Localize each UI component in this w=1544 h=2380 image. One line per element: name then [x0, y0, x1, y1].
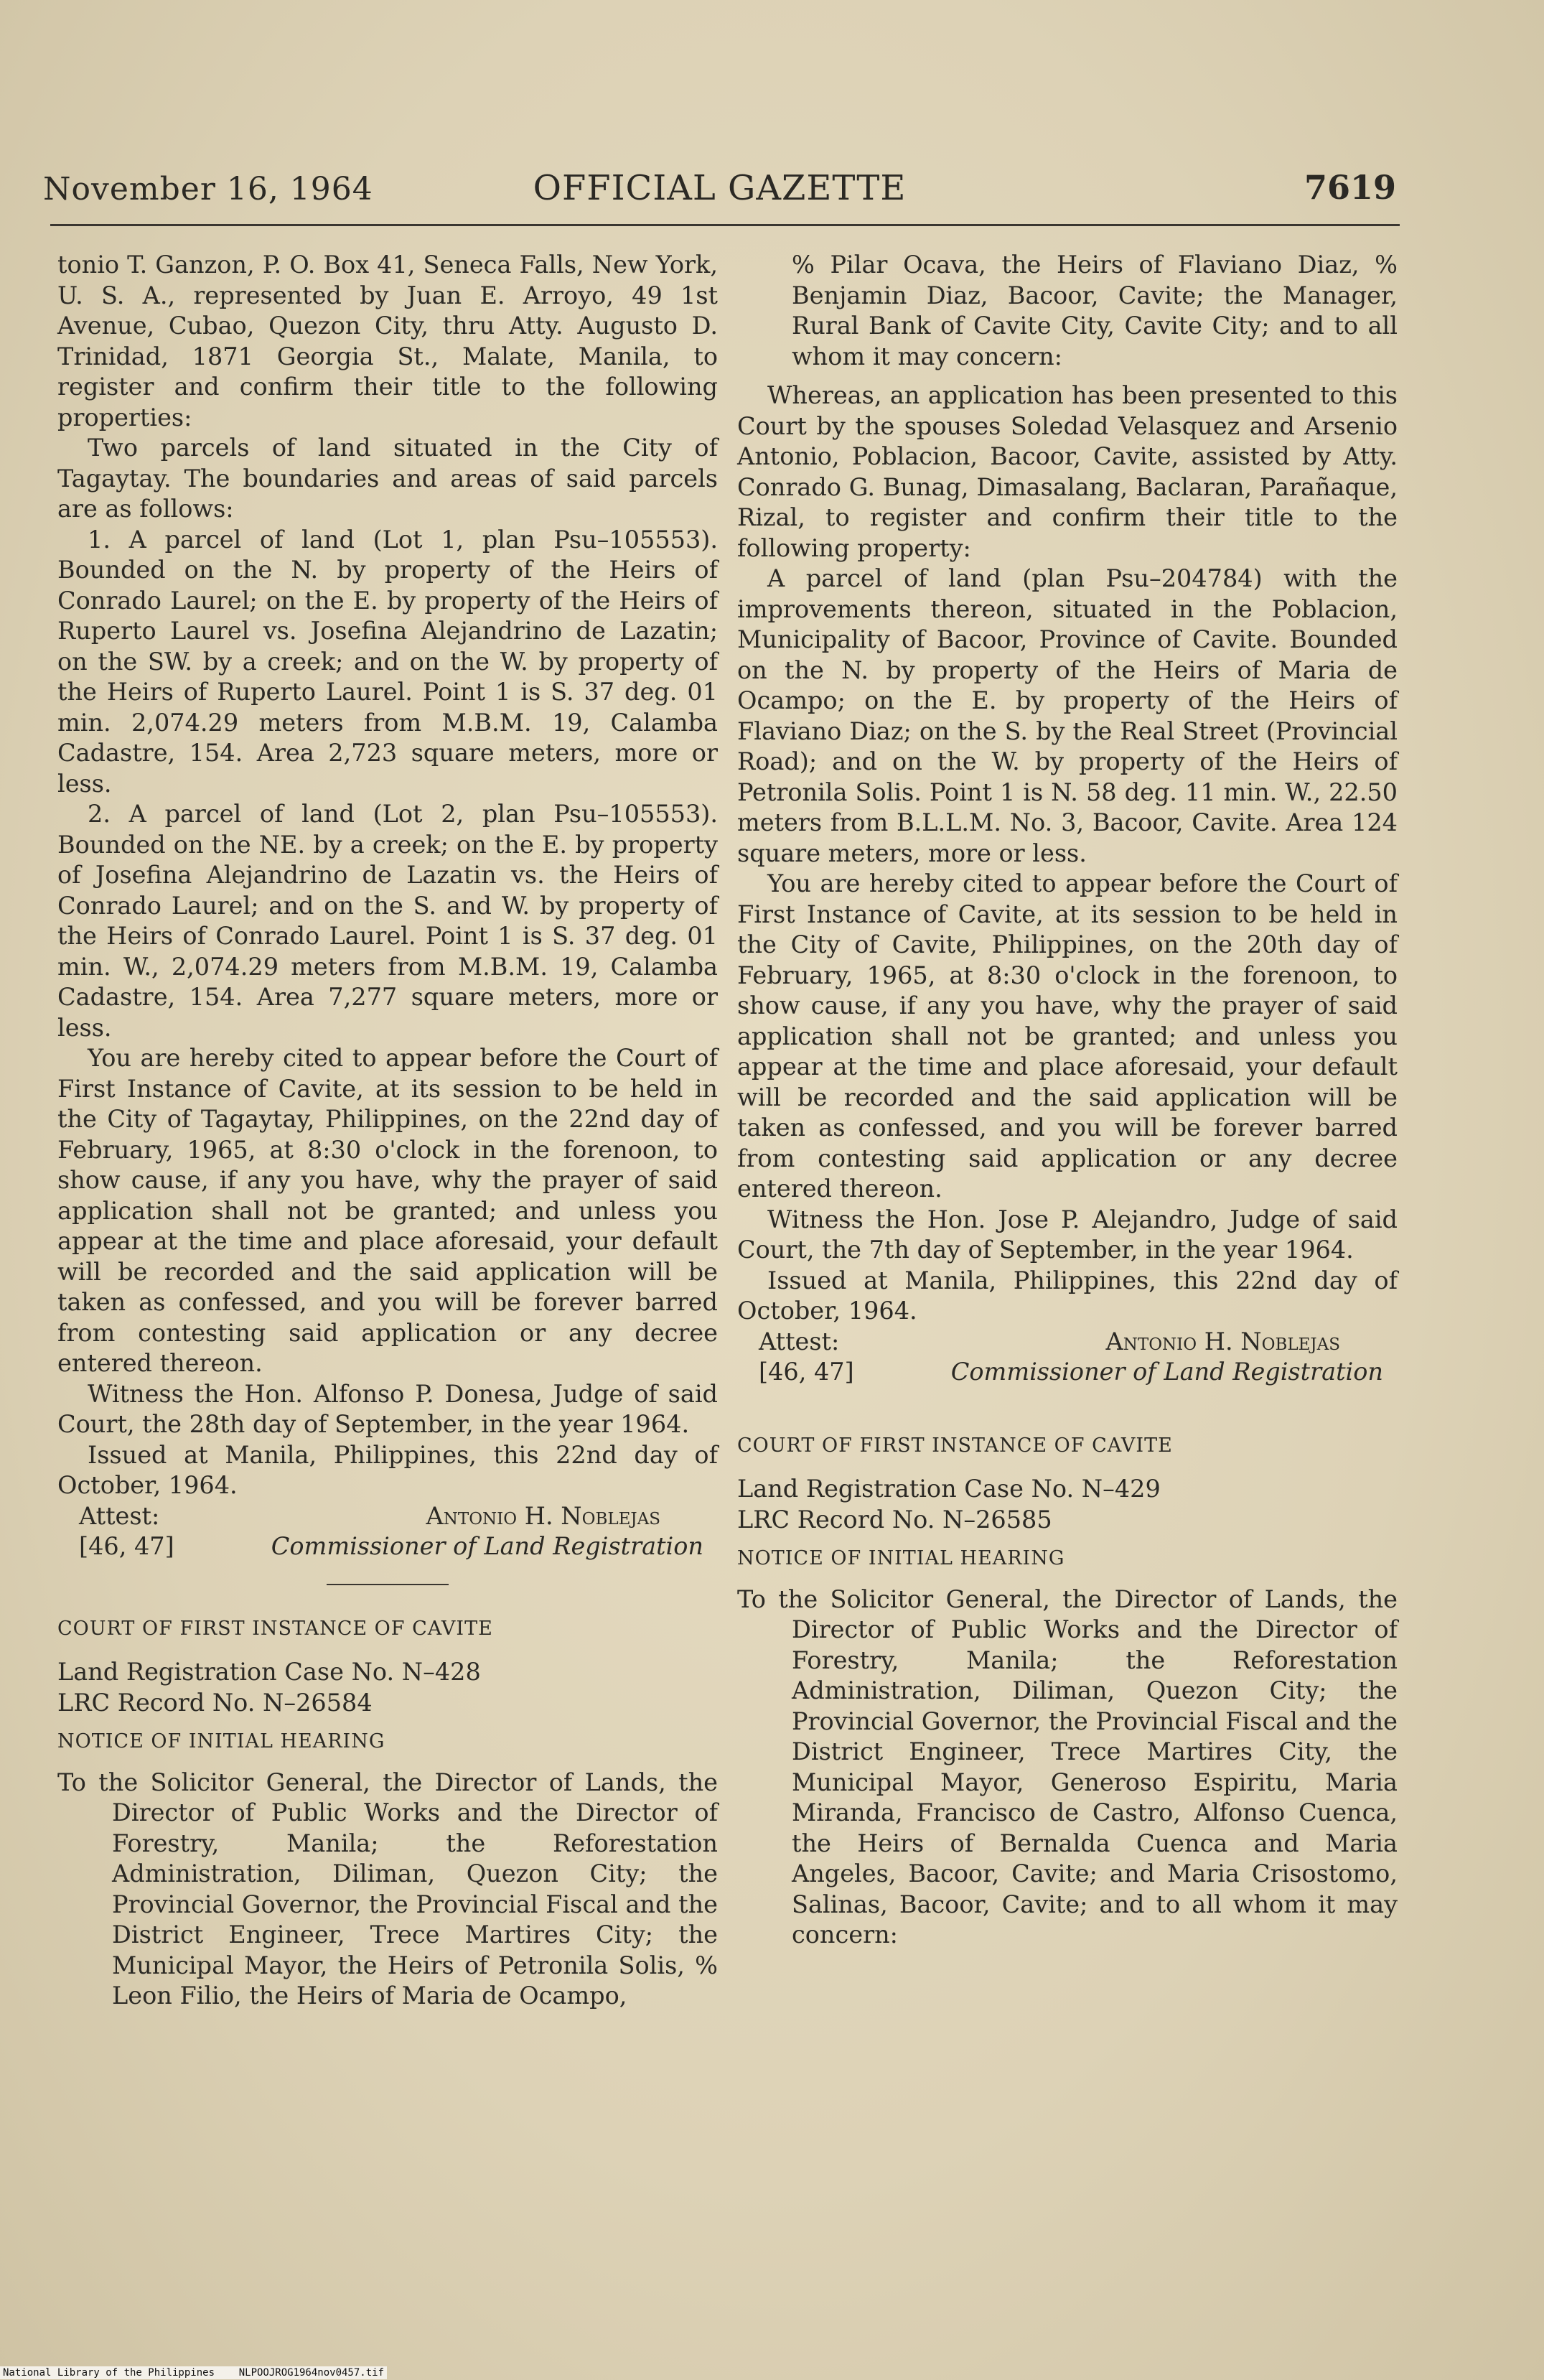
- paragraph: You are hereby cited to appear before the Court of First Instance of Cavite, at its session to be held in the City of Tagaytay, Philippines, on the 22nd day of February, 1965, at 8:30 o'clock in the forenoon, to show cause, if any you have, why the prayer of said application shall not be granted; and unless you appear at the time and place aforesaid, your default will be recorded and the said application will be taken as confessed, and you will be forever barred from contesting said application or any decree entered thereon.: [57, 1044, 718, 1377]
- scan-footer: National Library of the Philippines NLPOOJROG1964nov0457.tif: [0, 2366, 387, 2379]
- attest-label: Attest:: [759, 1327, 840, 1355]
- paragraph: You are hereby cited to appear before the Court of First Instance of Cavite, at its session to be held in the City of Cavite, Philippines, on the 20th day of February, 1965, at 8:30 o'clock in the forenoon, to show cause, if any you have, why the prayer of said application shall not be granted; and unless you appear at the time and place aforesaid, your default will be recorded and the said application will be taken as confessed, and you will be forever barred from contesting said application or any decree entered thereon.: [737, 869, 1398, 1203]
- notice-addressees: To the Solicitor General, the Director of Lands, the Director of Public Works and the Director of Forestry, Manila; the Reforestation Administration, Diliman, Quezon City; the Provincial Governor, the Provincial Fiscal and the District Engineer, Trece Martires City, the Municipal Mayor, Generoso Espiritu, Maria Miranda, Francisco de Castro, Alfonso Cuenca, the Heirs of Bernalda Cuenca and Maria Angeles, Bacoor, Cavite; and Maria Crisostomo, Salinas, Bacoor, Cavite; and to all whom it may concern:: [737, 1585, 1398, 1949]
- paragraph: 1. A parcel of land (Lot 1, plan Psu–105553). Bounded on the N. by property of the Heirs of Conrado Laurel; on the E. by property of the Heirs of Ruperto Laurel vs. Josefina Alejandrino de Lazatin; on the SW. by a creek; and on the W. by property of the Heirs of Ruperto Laurel. Point 1 is S. 37 deg. 01 min. 2,074.29 meters from M.B.M. 19, Calamba Cadastre, 154. Area 2,723 square meters, more or less.: [57, 525, 718, 798]
- right-column: [737, 250, 1398, 1951]
- reference-number: [46, 47]: [759, 1358, 854, 1386]
- paragraph: 2. A parcel of land (Lot 2, plan Psu–105553). Bounded on the NE. by a creek; on the E. by property of Josefina Alejandrino de Lazatin vs. the Heirs of Conrado Laurel; and on the S. and W. by property of the Heirs of Conrado Laurel. Point 1 is S. 37 deg. 01 min. W., 2,074.29 meters from M.B.M. 19, Calamba Cadastre, 154. Area 7,277 square meters, more or less.: [57, 800, 718, 1042]
- publication-title: OFFICIAL GAZETTE: [533, 168, 907, 208]
- attestation-line: [57, 1501, 718, 1532]
- attestation-title-line: [737, 1357, 1398, 1388]
- attestation-title-line: [57, 1531, 718, 1562]
- paragraph: Two parcels of land situated in the City of Tagaytay. The boundaries and areas of said parcels are as follows:: [57, 434, 718, 523]
- issue-date: November 16, 1964: [43, 171, 373, 207]
- paragraph: Issued at Manila, Philippines, this 22nd day of October, 1964.: [737, 1266, 1398, 1325]
- spacer: [737, 1388, 1398, 1431]
- notice-addressees: To the Solicitor General, the Director of Lands, the Director of Public Works and the Director of Forestry, Manila; the Reforestation Administration, Diliman, Quezon City; the Provincial Governor, the Provincial Fiscal and the District Engineer, Trece Martires City; the Municipal Mayor, the Heirs of Petronila Solis, % Leon Filio, the Heirs of Maria de Ocampo,: [57, 1768, 718, 2010]
- record-number: LRC Record No. N–26584: [57, 1688, 373, 1717]
- attest-name: Antonio H. Noblejas: [426, 1501, 660, 1530]
- header-rule: [50, 224, 1400, 226]
- court-heading: COURT OF FIRST INSTANCE OF CAVITE: [57, 1617, 493, 1640]
- section-divider: [327, 1584, 449, 1585]
- reference-number: [46, 47]: [79, 1532, 174, 1560]
- case-number: Land Registration Case No. N–428: [57, 1658, 481, 1686]
- paragraph: A parcel of land (plan Psu–204784) with the improvements thereon, situated in the Poblacion, Municipality of Bacoor, Province of Cavite. Bounded on the N. by property of the Heirs of Maria de Ocampo; on the E. by property of the Heirs of Flaviano Diaz; on the S. by the Real Street (Provincial Road); and on the W. by property of the Heirs of Petronila Solis. Point 1 is N. 58 deg. 11 min. W., 22.50 meters from B.L.L.M. No. 3, Bacoor, Cavite. Area 124 square meters, more or less.: [737, 564, 1398, 867]
- case-number: Land Registration Case No. N–429: [737, 1475, 1161, 1503]
- page-number: 7619: [1304, 168, 1396, 207]
- attest-title: Commissioner of Land Registration: [271, 1532, 703, 1560]
- paragraph: Issued at Manila, Philippines, this 22nd day of October, 1964.: [57, 1440, 718, 1499]
- paragraph: Witness the Hon. Alfonso P. Donesa, Judge of said Court, the 28th day of September, in the year 1964.: [57, 1379, 718, 1438]
- left-column: [57, 250, 718, 2012]
- record-number: LRC Record No. N–26585: [737, 1505, 1052, 1534]
- attest-name: Antonio H. Noblejas: [1105, 1327, 1340, 1355]
- attest-title: Commissioner of Land Registration: [950, 1358, 1383, 1386]
- notice-heading: NOTICE OF INITIAL HEARING: [57, 1730, 385, 1753]
- attestation-line: [737, 1327, 1398, 1358]
- paragraph: % Pilar Ocava, the Heirs of Flaviano Diaz, % Benjamin Diaz, Bacoor, Cavite; the Manager, Rural Bank of Cavite City, Cavite City; and to all whom it may concern:: [792, 251, 1398, 370]
- notice-heading: NOTICE OF INITIAL HEARING: [737, 1547, 1065, 1569]
- page-header: [43, 164, 1396, 214]
- paragraph: Whereas, an application has been presented to this Court by the spouses Soledad Velasquez and Arsenio Antonio, Poblacion, Bacoor, Cavite, assisted by Atty. Conrado G. Bunag, Dimasalang, Baclaran, Parañaque, Rizal, to register and confirm their title to the following property:: [737, 381, 1398, 562]
- court-heading: COURT OF FIRST INSTANCE OF CAVITE: [737, 1434, 1173, 1457]
- paragraph: Witness the Hon. Jose P. Alejandro, Judge of said Court, the 7th day of September, in the year 1964.: [737, 1205, 1398, 1264]
- attest-label: Attest:: [79, 1501, 160, 1530]
- paragraph: tonio T. Ganzon, P. O. Box 41, Seneca Falls, New York, U. S. A., represented by Juan E. Arroyo, 49 1st Avenue, Cubao, Quezon City, thru Atty. Augusto D. Trinidad, 1871 Georgia St., Malate, Manila, to register and confirm their title to the following properties:: [57, 251, 718, 431]
